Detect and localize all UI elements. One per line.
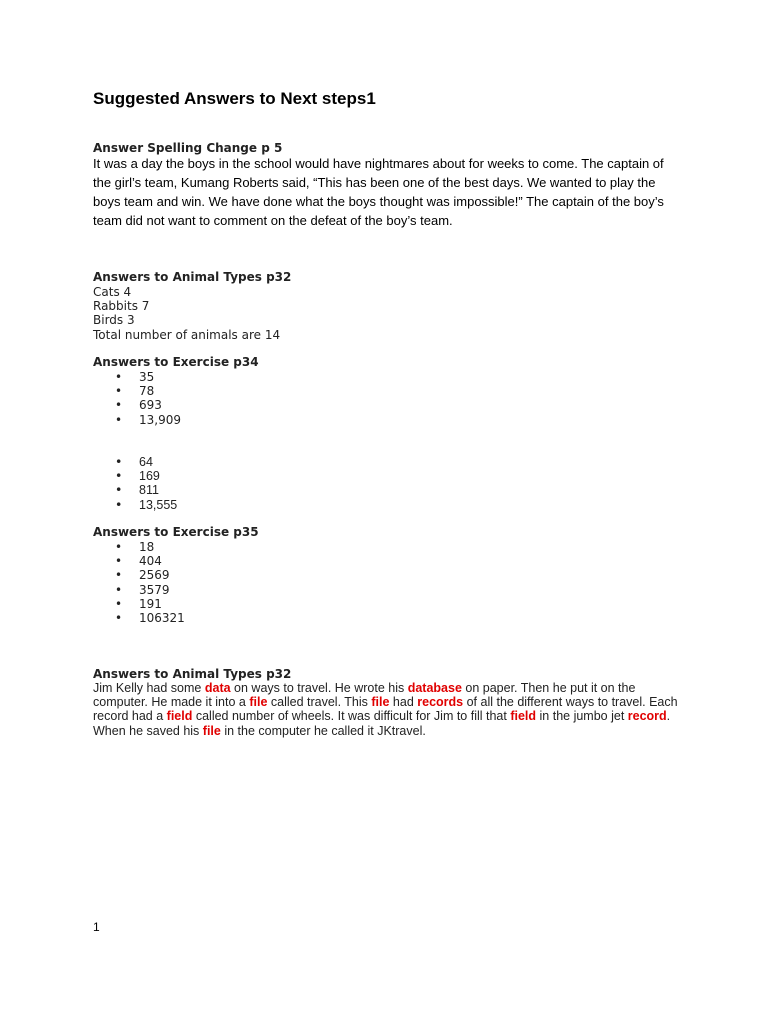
section-heading-exercise-p35: Answers to Exercise p35 [93,525,259,539]
list-item: • 811 [93,483,177,497]
list-item: • 693 [93,398,181,412]
list-item: • 106321 [93,611,185,625]
answer-list-p35 [93,540,185,625]
list-item: • 64 [93,455,177,469]
list-item: • 78 [93,384,181,398]
page-number: 1 [93,920,100,934]
animal-counts [93,285,280,342]
answer-list-p34-a [93,370,181,427]
story-text: called travel. This [267,695,372,710]
list-item: • 191 [93,597,185,611]
story-text: on ways to travel. He wrote his [230,681,408,695]
section-heading-spelling: Answer Spelling Change p 5 [93,141,283,155]
keyword-highlight: file [202,723,221,738]
list-item: • 13,555 [93,498,177,512]
section-heading-exercise-p34: Answers to Exercise p34 [93,355,259,369]
story-text: . When he saved his [93,709,671,738]
page-title: Suggested Answers to Next steps1 [93,89,376,108]
keyword-highlight: data [204,681,231,695]
keyword-highlight: record [627,709,667,724]
keyword-highlight: field [510,709,537,724]
story-text: called number of wheels. It was difficult for Jim to fill that [192,709,511,724]
database-story-paragraph [93,681,693,738]
answer-list-p34-b [93,455,177,512]
keyword-highlight: database [407,681,462,695]
keyword-highlight: field [166,709,193,724]
section-heading-animal-types: Answers to Animal Types p32 [93,270,292,284]
animal-count-line: Rabbits 7 [93,299,150,314]
animal-count-line: Total number of animals are 14 [93,327,281,342]
list-item: • 3579 [93,583,185,597]
list-item: • 169 [93,469,177,483]
spelling-paragraph: It was a day the boys in the school would have nightmares about for weeks to come. The captain of the girl’s team, Kumang Roberts said, “This has been one of the best days. We wanted to play the boys team and win. We have done what the boys thought was impossible!” The captain of the boy’s team did not want to comment on the defeat of the boy’s team. [93,156,664,228]
list-item: • 13,909 [93,413,181,427]
story-text: Jim Kelly had some [93,681,205,695]
story-text: in the computer he called it JKtravel. [220,723,426,738]
story-text: had [389,695,418,710]
animal-count-line: Cats 4 [93,285,132,299]
list-item: • 404 [93,554,185,568]
keyword-highlight: file [371,695,390,710]
story-text: in the jumbo jet [536,709,628,724]
list-item: • 2569 [93,568,185,582]
list-item: • 18 [93,540,185,554]
story-text: on paper. Then he put it on the computer. He made it into a [93,681,636,710]
animal-count-line: Birds 3 [93,313,135,328]
keyword-highlight: records [417,695,464,710]
story-text: of all the different ways to travel. Each record had a [93,695,678,724]
section-heading-animal-types-2: Answers to Animal Types p32 [93,667,292,681]
keyword-highlight: file [249,695,268,710]
list-item: • 35 [93,370,181,384]
